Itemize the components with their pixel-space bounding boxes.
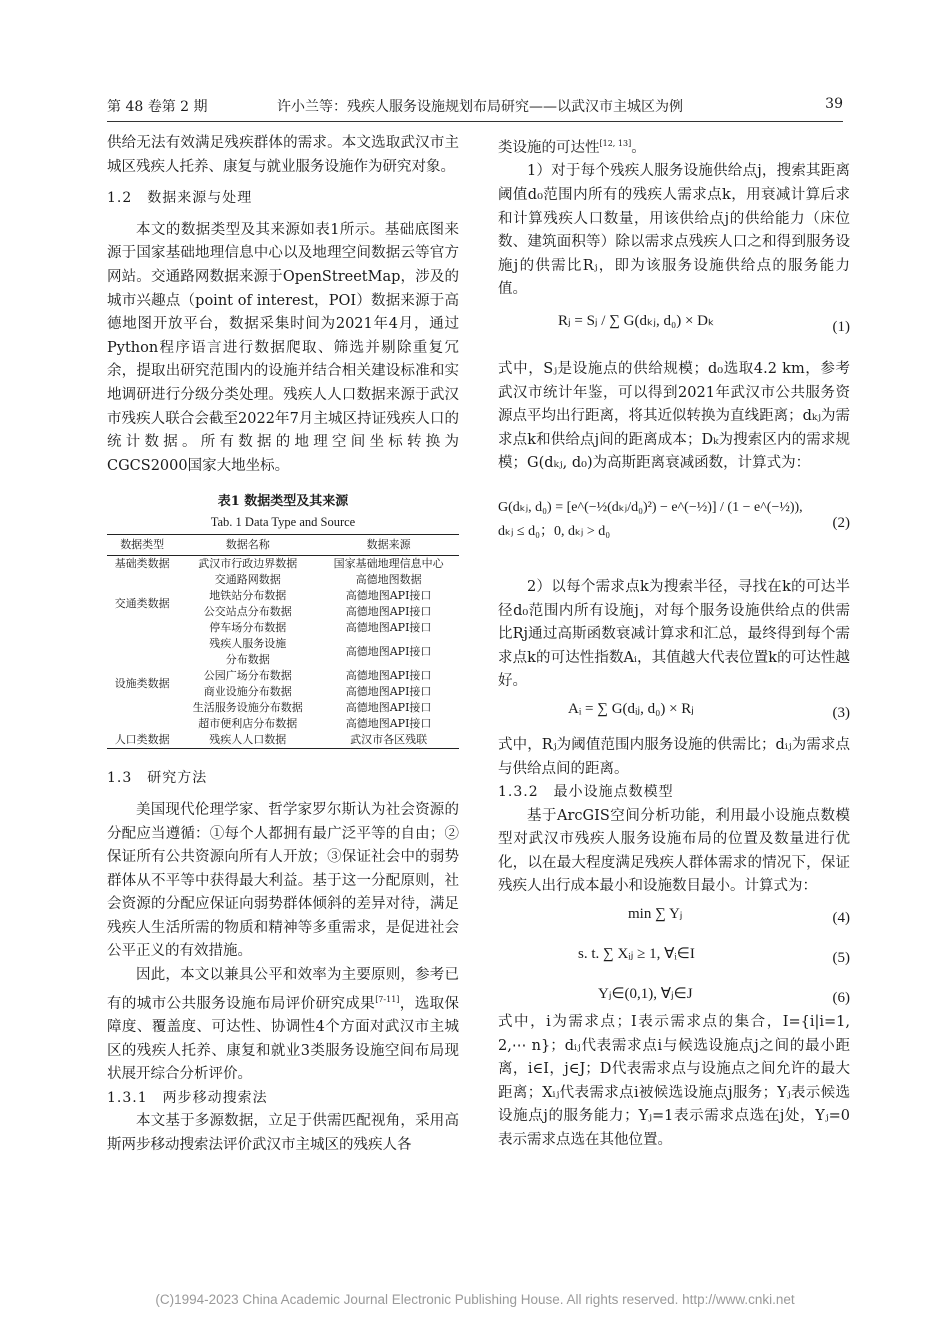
- equation-body: Aᵢ = ∑ G(dᵢⱼ, d₀) × Rⱼ: [568, 700, 694, 717]
- page-number: 39: [825, 96, 843, 112]
- paragraph: 2）以每个需求点k为搜索半径，寻找在k的可达半径d₀范围内所有设施j，对每个服务设施供给点的供需比Rj通过高斯函数衰减计算求和汇总，最终得到每个需求点k的可达性指数Aᵢ，其值越大代表位置k的可达性越好。: [498, 578, 850, 690]
- table-cell: 武汉市行政边界数据: [198, 557, 298, 571]
- citation[interactable]: [12, 13]: [599, 139, 632, 148]
- table-header-row: [107, 535, 459, 556]
- table-cell: 高德地图API接口: [345, 685, 432, 699]
- table-cell: [177, 636, 318, 668]
- left-column: [107, 132, 459, 1158]
- table-cell: 高德地图API接口: [345, 621, 432, 635]
- table-cell: 残疾人人口数据: [177, 732, 318, 749]
- paragraph: 基于ArcGIS空间分析功能，利用最小设施点数模型对武汉市残疾人服务设施布局的位置及数量进行优化，以在最大程度满足残疾人群体需求的情况下，保证残疾人出行成本最小和设施数目最小。计算式为：: [498, 807, 850, 895]
- paragraph: [498, 132, 850, 160]
- table-cell: 国家基础地理信息中心: [333, 557, 444, 571]
- table-cell: 交通路网数据: [214, 573, 281, 587]
- table-cell: 生活服务设施分布数据: [192, 701, 303, 715]
- section-heading: 1.3 研究方法: [107, 770, 208, 787]
- equation-body: s. t. ∑ Xᵢⱼ ≥ 1, ∀ᵢ∈I: [578, 946, 695, 963]
- equation-5: [498, 939, 850, 979]
- equation-number: (5): [832, 950, 850, 967]
- table-row: [107, 732, 459, 749]
- equation-body: Rⱼ = Sⱼ / ∑ G(dₖⱼ, d₀) × Dₖ: [558, 312, 715, 329]
- equation-body: G(dₖⱼ, d₀) = [e^(−½(dₖⱼ/d₀)²) − e^(−½)] / (1 − e^(−½)), dₖⱼ ≤ d₀；0, dₖⱼ > d₀: [498, 499, 803, 539]
- table-cell: 交通类数据: [114, 597, 170, 611]
- table-cell-line: 残疾人服务设施: [209, 637, 287, 651]
- paragraph-text: 因此，本文以兼具公平和效率为主要原则，参考已有的城市公共服务设施布局评价研究成果: [107, 967, 459, 1012]
- paragraph-text: ，选取保障度、覆盖度、可达性、协调性4个方面对武汉市主城区的残疾人托养、康复和就业3类服务设施空间布局现状展开综合分析评价。: [107, 995, 460, 1083]
- table-cell: 高德地图API接口: [345, 717, 432, 731]
- table-cell: 高德地图API接口: [345, 669, 432, 683]
- paragraph: 本文基于多源数据，立足于供需匹配视角，采用高斯两步移动搜索法评价武汉市主城区的残疾人各: [107, 1113, 459, 1154]
- table-cell-line: 分布数据: [225, 653, 270, 667]
- journal-volume: 第 48 卷第 2 期: [107, 99, 208, 115]
- table-cell: 人口类数据: [107, 732, 177, 749]
- table-cell: 高德地图API接口: [345, 589, 432, 603]
- table-cell: 商业设施分布数据: [203, 685, 292, 699]
- citation[interactable]: [7-11]: [375, 994, 400, 1004]
- table-cell: 公园广场分布数据: [203, 669, 292, 683]
- table-cell: 基础类数据: [114, 557, 170, 571]
- equation-3: [498, 694, 850, 734]
- table-cell: 高德地图API接口: [345, 645, 432, 659]
- paragraph-text: 。: [631, 139, 646, 156]
- table-cell: 超市便利店分布数据: [198, 717, 298, 731]
- table-row: [107, 556, 459, 573]
- right-column: [498, 132, 850, 1153]
- equation-number: (3): [832, 704, 850, 721]
- paragraph: 式中，Sⱼ是设施点的供给规模；d₀选取4.2 km，参考武汉市统计年鉴，可以得到2021年武汉市公共服务资源点平均出行距离，将其近似转换为直线距离；dₖⱼ为需求点k和供给点j间的距离成本；Dₖ为搜索区内的需求规模；G(dₖⱼ, d₀)为高斯距离衰减函数，计算式为：: [498, 360, 850, 472]
- table-header: 数据类型: [107, 535, 177, 556]
- table-header: 数据来源: [318, 535, 459, 556]
- data-source-table: [107, 534, 459, 749]
- equation-body: Yⱼ∈(0,1), ∀ⱼ∈J: [598, 986, 693, 1003]
- table-cell: 地铁站分布数据: [209, 589, 287, 603]
- table-cell: 高德地图API接口: [345, 701, 432, 715]
- paragraph: 式中，i为需求点；I表示需求点的集合，I={i|i=1, 2,⋯ n}；dᵢⱼ代表需求点i与候选设施点j之间的最小距离，i∈I，j∈J；D代表需求点与设施点之间允许的最大距离；Xᵢⱼ代表需求点i被候选设施点j服务；Yⱼ表示候选设施点j的服务能力；Yⱼ=1表示需求点选在j处，Yⱼ=0表示需求点选在其他位置。: [498, 1014, 850, 1149]
- table-caption: 表1 数据类型及其来源: [217, 494, 349, 510]
- equation-number: (1): [832, 318, 850, 335]
- equation-number: (4): [832, 910, 850, 927]
- paragraph: 式中，Rⱼ为阈值范围内服务设施的供需比；dᵢⱼ为需求点与供给点间的距离。: [498, 736, 850, 777]
- table-cell: 公交站点分布数据: [203, 605, 292, 619]
- subsection-heading: 1.3.1 两步移动搜索法: [107, 1089, 268, 1106]
- section-heading: 1.2 数据来源与处理: [107, 190, 253, 207]
- running-header: [107, 96, 843, 120]
- paragraph: 本文的数据类型及其来源如表1所示。基础底图来源于国家基础地理信息中心以及地理空间数据云等官方网站。交通路网数据来源于OpenStreetMap，涉及的城市兴趣点（point of interest，POI）数据来源于高德地图开放平台，数据采集时间为2021年4月，通过Python程序语言进行数据爬取、筛选并剔除重复冗余，提取出研究范围内的设施并结合相关建设标准和实地调研进行分级分类处理。残疾人人口数据来源于武汉市残疾人联合会截至2022年7月主城区持证残疾人口的统计数据。所有数据的地理空间坐标转换为CGCS2000国家大地坐标。: [107, 221, 459, 474]
- equation-6: [498, 979, 850, 1011]
- paragraph: 美国现代伦理学家、哲学家罗尔斯认为社会资源的分配应当遵循：①每个人都拥有最广泛平等的自由；②保证所有公共资源向所有人开放；③保证社会中的弱势群体从不平等中获得最大利益。基于这一分配原则，社会资源的分配应保证向弱势群体倾斜的差异对待，满足残疾人生活所需的物质和精神等多重需求，是促进社会公平正义的有效措施。: [107, 801, 459, 960]
- table-row: [107, 636, 459, 668]
- table-header: 数据名称: [177, 535, 318, 556]
- running-title: 许小兰等：残疾人服务设施规划布局研究——以武汉市主城区为例: [277, 99, 683, 115]
- equation-number: (6): [832, 990, 850, 1007]
- equation-number: (2): [832, 514, 850, 531]
- equation-1: [498, 302, 850, 358]
- copyright-footer: (C)1994-2023 China Academic Journal Electronic Publishing House. All rights reserved. http://www.cnki.net: [155, 1292, 795, 1307]
- equation-body: min ∑ Yⱼ: [628, 906, 683, 923]
- table-cell: 停车场分布数据: [209, 621, 287, 635]
- table-caption-en: Tab. 1 Data Type and Source: [210, 515, 356, 530]
- table-row: [107, 572, 459, 588]
- paragraph: [107, 964, 459, 1087]
- equation-4: [498, 899, 850, 939]
- table-cell: 设施类数据: [114, 677, 170, 691]
- paragraph-text: 类设施的可达性: [498, 139, 600, 156]
- table-cell: 高德地图数据: [355, 573, 422, 587]
- paragraph: 供给无法有效满足残疾群体的需求。本文选取武汉市主城区残疾人托养、康复与就业服务设施作为研究对象。: [107, 135, 459, 175]
- table-cell: 高德地图API接口: [345, 605, 432, 619]
- equation-2: [498, 476, 850, 576]
- subsection-heading: 1.3.2 最小设施点数模型: [498, 784, 674, 801]
- paragraph: 1）对于每个残疾人服务设施供给点j，搜索其距离阈值d₀范围内所有的残疾人需求点k，用衰减计算后求和计算残疾人口数量，用该供给点j的供给能力（床位数、建筑面积等）除以需求点残疾人口之和得到服务设施j的供需比Rⱼ，即为该服务设施供给点的服务能力值。: [498, 163, 850, 298]
- header-rule: [107, 121, 843, 122]
- table-cell: 武汉市各区残联: [318, 732, 459, 749]
